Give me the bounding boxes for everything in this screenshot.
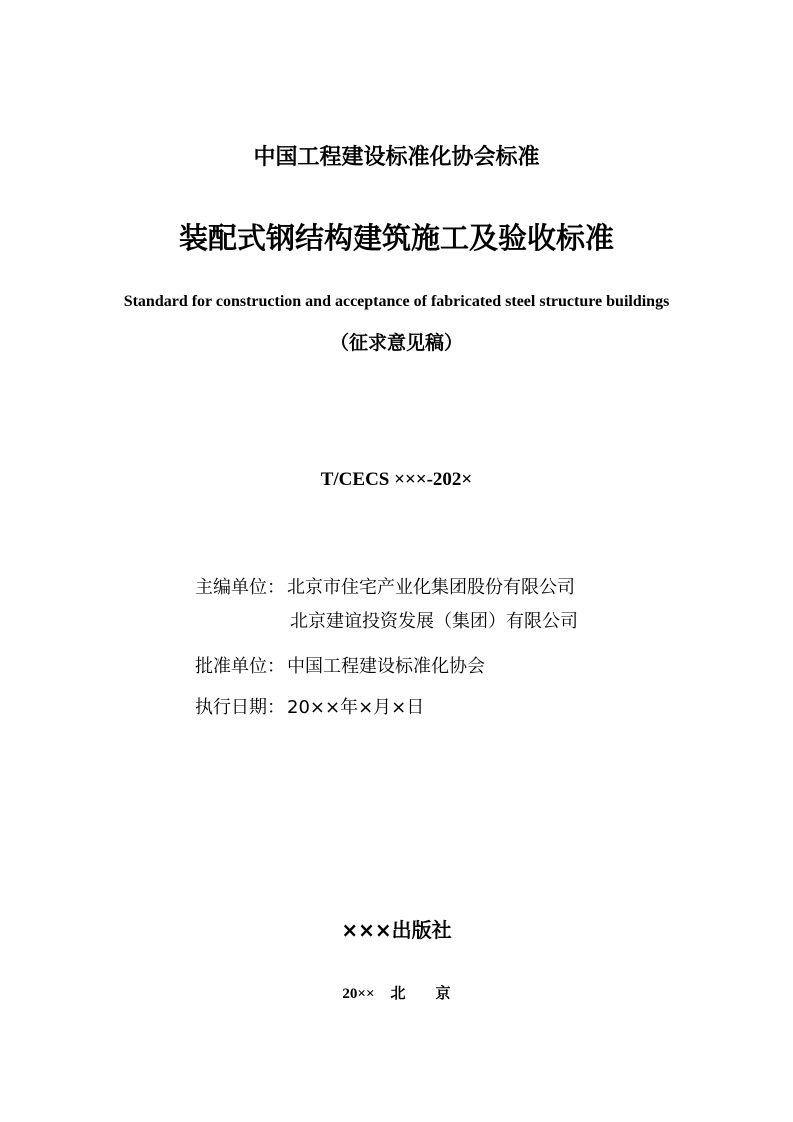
approval-label: 批准单位： <box>195 656 285 677</box>
publication-city-part-2: 京 <box>435 984 451 1002</box>
effective-date-row <box>195 693 424 719</box>
english-title: Standard for construction and acceptance of fabricated steel structure buildings <box>123 293 670 310</box>
organization-standard-heading: 中国工程建设标准化协会标准 <box>253 145 540 170</box>
publisher: ×××出版社 <box>341 918 452 942</box>
draft-status: （征求意见稿） <box>329 332 463 354</box>
approval-org: 中国工程建设标准化协会 <box>287 656 485 677</box>
effective-date-label: 执行日期： <box>195 697 285 718</box>
chief-editor-org-1: 北京市住宅产业化集团股份有限公司 <box>287 577 575 598</box>
effective-date-value: 20××年×月×日 <box>287 697 425 718</box>
publication-line <box>0 982 793 1003</box>
chief-editor-row <box>195 573 575 599</box>
standard-code: T/CECS ×××-202× <box>320 469 473 490</box>
chief-editor-label: 主编单位： <box>195 577 285 598</box>
publication-city-part-1: 北 <box>390 984 406 1002</box>
document-title: 装配式钢结构建筑施工及验收标准 <box>178 221 614 255</box>
publication-year: 20×× <box>342 986 375 1002</box>
approval-row <box>195 652 485 678</box>
chief-editor-org-2: 北京建谊投资发展（集团）有限公司 <box>290 611 578 632</box>
